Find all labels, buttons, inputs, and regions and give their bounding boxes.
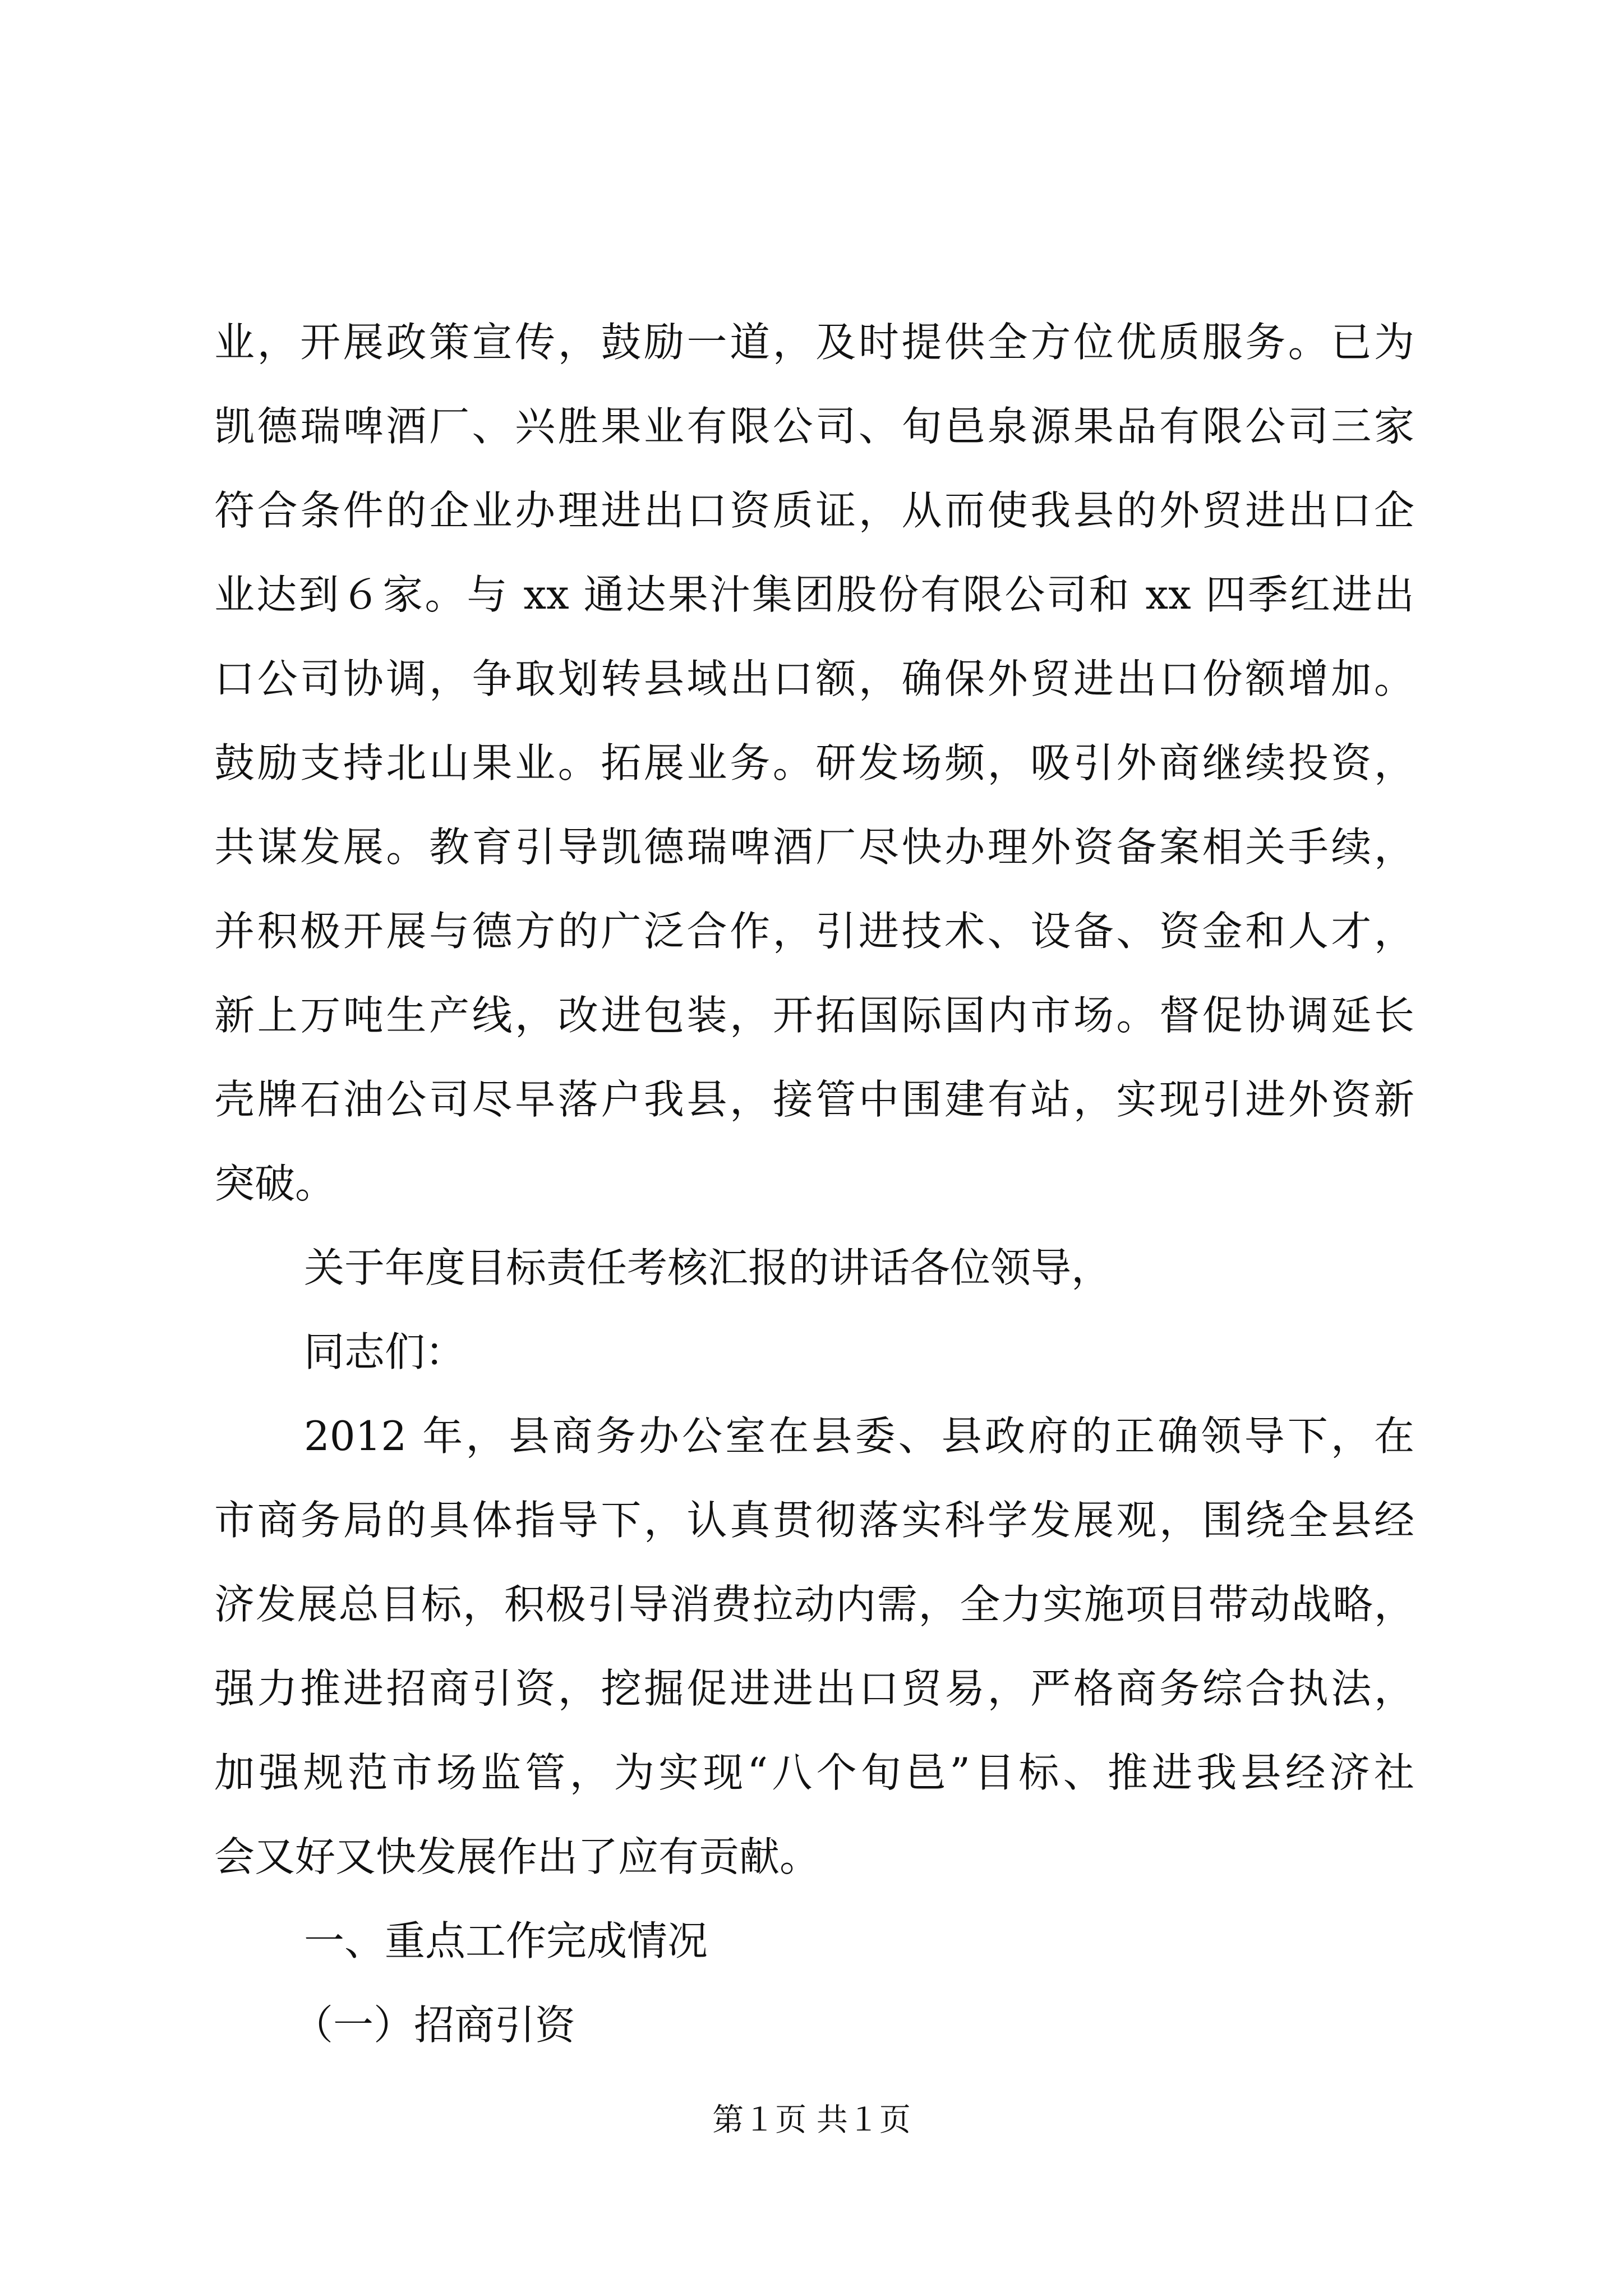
section-heading: 一、重点工作完成情况 [304, 1917, 708, 1964]
paragraph-2-line: 加强规范市场监管，为实现“八个旬邑”目标、推进我县经济社 [214, 1749, 1414, 1796]
paragraph-1-line: 业，开展政策宣传，鼓励一道，及时提供全方位优质服务。已为 [214, 319, 1414, 366]
paragraph-1-line: 口公司协调，争取划转县域出口额，确保外贸进出口份额增加。 [214, 655, 1414, 702]
page-footer: 第１页 共１页 [712, 2102, 911, 2138]
paragraph-1-line: 业达到６家。与 xx 通达果汁集团股份有限公司和 xx 四季红进出 [214, 571, 1414, 618]
document-body [214, 300, 1414, 2067]
paragraph-1-line: 共谋发展。教育引导凯德瑞啤酒厂尽快办理外资备案相关手续， [214, 823, 1414, 871]
paragraph-1-line: 符合条件的企业办理进出口资质证，从而使我县的外贸进出口企 [214, 487, 1414, 534]
paragraph-1-line: 鼓励支持北山果业。拓展业务。研发场频，吸引外商继续投资， [214, 739, 1414, 786]
subsection-heading: （一）招商引资 [293, 2001, 576, 2049]
paragraph-1-line: 突破。 [214, 1160, 336, 1207]
paragraph-2-line: 强力推进招商引资，挖掘促进进出口贸易，严格商务综合执法， [214, 1665, 1414, 1712]
paragraph-1-line: 凯德瑞啤酒厂、兴胜果业有限公司、旬邑泉源果品有限公司三家 [214, 403, 1414, 450]
paragraph-2-line: 济发展总目标，积极引导消费拉动内需，全力实施项目带动战略， [214, 1581, 1414, 1628]
paragraph-2-line: 市商务局的具体指导下，认真贯彻落实科学发展观，围绕全县经 [214, 1497, 1414, 1544]
paragraph-1-line: 并积极开展与德方的广泛合作，引进技术、设备、资金和人才， [214, 908, 1414, 955]
paragraph-2-line: 会又好又快发展作出了应有贡献。 [214, 1833, 820, 1880]
paragraph-1-line: 壳牌石油公司尽早落户我县，接管中围建有站，实现引进外资新 [214, 1076, 1414, 1123]
paragraph-2-line: 2012 年，县商务办公室在县委、县政府的正确领导下，在 [304, 1412, 1414, 1460]
salutation: 同志们： [304, 1328, 466, 1375]
paragraph-1-line: 新上万吨生产线，改进包装，开拓国际国内市场。督促协调延长 [214, 992, 1414, 1039]
speech-title: 关于年度目标责任考核汇报的讲话各位领导， [304, 1244, 1112, 1291]
